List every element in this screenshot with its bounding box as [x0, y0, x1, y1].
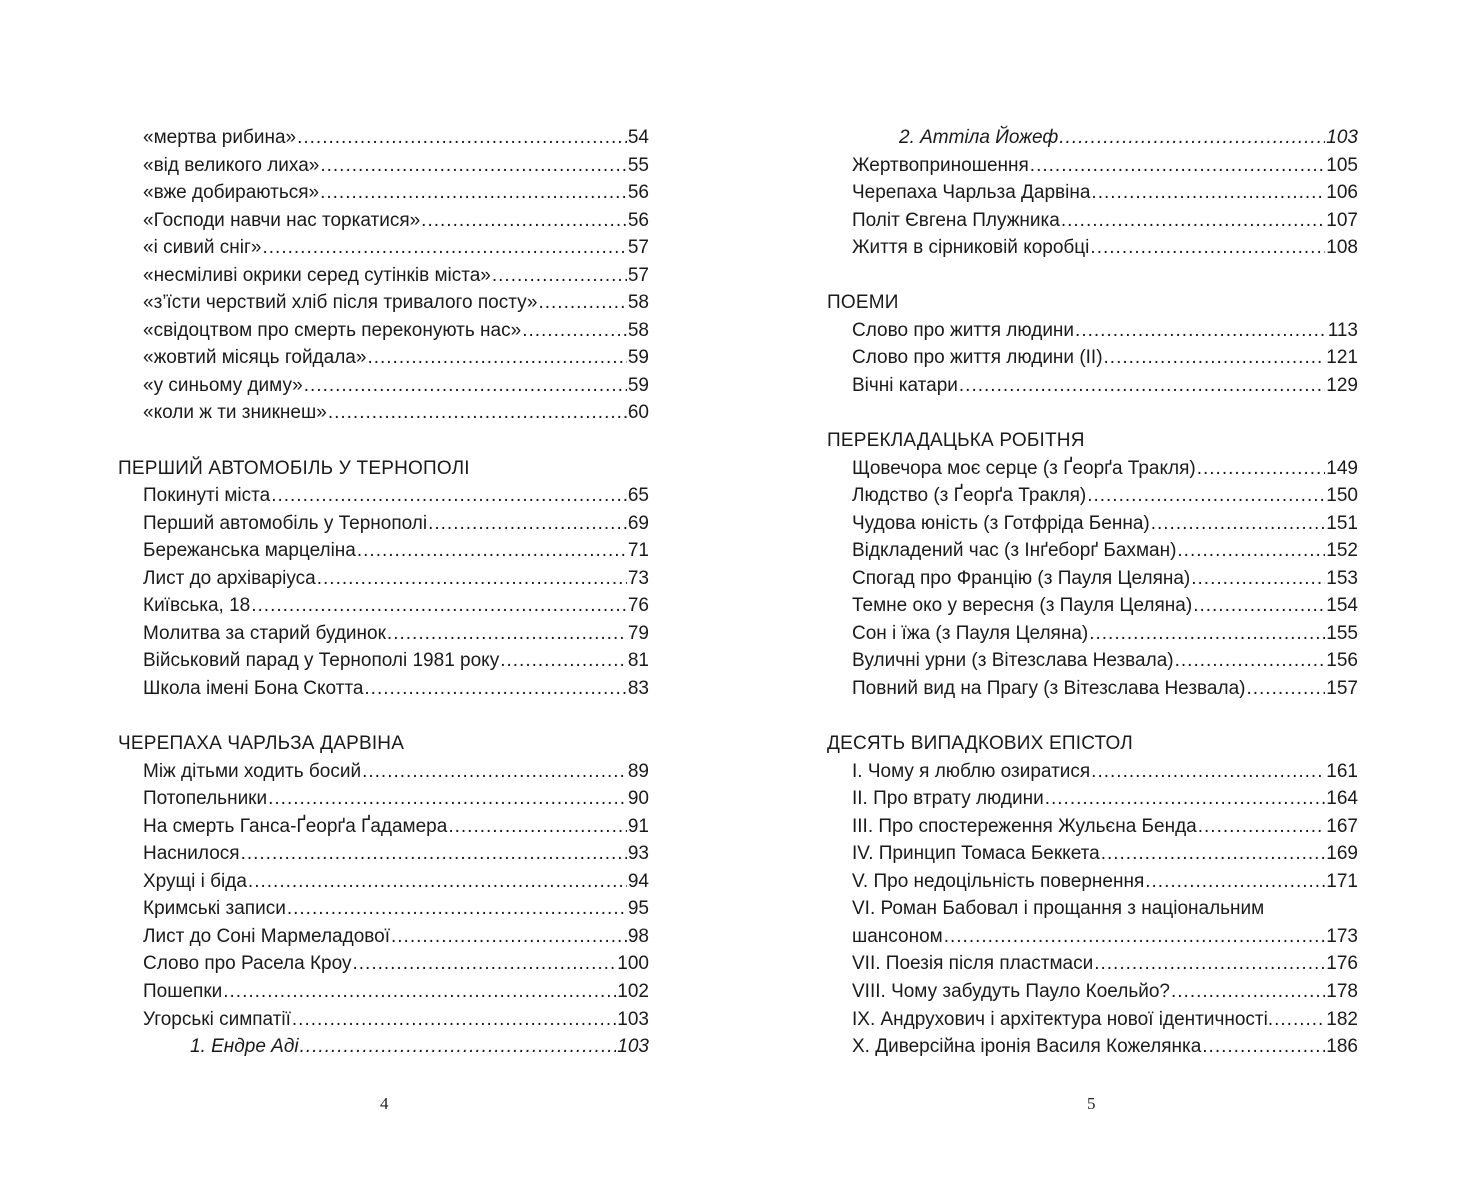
- dot-leader: [1193, 592, 1325, 620]
- toc-entry[interactable]: [827, 207, 1358, 235]
- toc-entry-title: «вже добираються»: [143, 182, 320, 204]
- dot-leader: [959, 372, 1325, 400]
- toc-entry-page: 65: [627, 485, 649, 507]
- toc-entry[interactable]: [827, 124, 1358, 152]
- toc-entry[interactable]: [118, 813, 649, 841]
- toc-entry-title: Потопельники: [143, 788, 268, 810]
- dot-leader: [1175, 647, 1326, 675]
- right-page-toc: [827, 124, 1358, 1061]
- toc-entry-title: шансоном: [852, 925, 943, 947]
- toc-entry[interactable]: [827, 592, 1358, 620]
- dot-leader: [1274, 1006, 1325, 1034]
- toc-entry-title: Наснилося: [143, 843, 240, 865]
- toc-entry-title: Людство (з Ґеорґа Тракля): [852, 485, 1087, 507]
- toc-entry-title: Слово про життя людини: [852, 319, 1075, 341]
- dot-leader: [522, 317, 627, 345]
- dot-leader: [268, 785, 627, 813]
- dot-leader: [1197, 455, 1326, 483]
- section-heading: ПЕРШИЙ АВТОМОБІЛЬ У ТЕРНОПОЛІ: [118, 457, 470, 479]
- dot-leader: [297, 124, 627, 152]
- dot-leader: [364, 675, 626, 703]
- toc-entry-page: 95: [627, 898, 649, 920]
- dot-leader: [362, 758, 627, 786]
- toc-entry[interactable]: [827, 482, 1358, 510]
- toc-entry-page: 57: [627, 264, 649, 286]
- toc-entry[interactable]: [827, 813, 1358, 841]
- toc-entry-title: Лист до Соні Мармеладової: [143, 925, 390, 947]
- toc-entry-title: Угорські симпатії: [143, 1008, 291, 1030]
- page-number-right: 5: [1087, 1094, 1096, 1113]
- toc-entry[interactable]: [827, 455, 1358, 483]
- toc-entry-page: 103: [617, 1036, 649, 1058]
- toc-entry-title: Хрущі і біда: [143, 870, 247, 892]
- toc-entry-title: «свідоцтвом про смерть переконують нас»: [143, 319, 522, 341]
- toc-entry-page: 150: [1326, 485, 1358, 507]
- toc-entry[interactable]: [118, 152, 649, 180]
- toc-entry-title: «у синьому диму»: [143, 374, 303, 396]
- dot-leader: [492, 262, 627, 290]
- toc-entry-title: Сон і їжа (з Пауля Целяна): [852, 622, 1089, 644]
- toc-entry-page: 171: [1326, 870, 1358, 892]
- toc-entry-page: 164: [1326, 788, 1358, 810]
- dot-leader: [387, 620, 627, 648]
- toc-entry-page: 167: [1326, 815, 1358, 837]
- page-number-left: 4: [380, 1094, 389, 1113]
- toc-entry-title: X. Диверсійна іронія Василя Кожелянка: [852, 1036, 1202, 1058]
- section-spacer: [118, 702, 649, 730]
- toc-entry-page: 94: [627, 870, 649, 892]
- toc-entry[interactable]: [118, 510, 649, 538]
- dot-leader: [251, 592, 627, 620]
- dot-leader: [391, 923, 627, 951]
- dot-leader: [292, 1006, 616, 1034]
- dot-leader: [1101, 840, 1326, 868]
- toc-entry-title: 2. Аттіла Йожеф: [899, 127, 1059, 148]
- toc-entry-title: Чудова юність (з Готфріда Бенна): [852, 512, 1150, 534]
- toc-entry-title: «Господи навчи нас торкатися»: [143, 209, 421, 231]
- toc-entry-page: 83: [627, 677, 649, 699]
- toc-entry-page: 71: [627, 540, 649, 562]
- toc-entry-page: 54: [627, 127, 649, 148]
- dot-leader: [1198, 813, 1326, 841]
- toc-entry[interactable]: [118, 895, 649, 923]
- toc-entry[interactable]: [827, 179, 1358, 207]
- toc-entry-title: Перший автомобіль у Тернополі: [143, 512, 428, 534]
- dot-leader: [1091, 758, 1325, 786]
- toc-entry[interactable]: [118, 923, 649, 951]
- left-page-toc: [118, 124, 649, 1061]
- toc-entry[interactable]: [827, 1033, 1358, 1061]
- dot-leader: [1061, 207, 1325, 235]
- dot-leader: [1030, 152, 1326, 180]
- toc-entry-title: Черепаха Чарльза Дарвіна: [852, 182, 1091, 204]
- dot-leader: [300, 1033, 617, 1061]
- toc-entry-page: 151: [1326, 512, 1358, 534]
- dot-leader: [1151, 510, 1326, 538]
- dot-leader: [304, 372, 627, 400]
- toc-entry-title-continued: VI. Роман Бабовал і прощання з національним: [852, 898, 1265, 920]
- toc-entry-page: 182: [1326, 1008, 1358, 1030]
- dot-leader: [357, 537, 627, 565]
- dot-leader: [1191, 565, 1325, 593]
- toc-entry[interactable]: [827, 978, 1358, 1006]
- toc-entry-page: 113: [1327, 319, 1358, 341]
- toc-entry-title: Слово про життя людини (ІІ): [852, 347, 1103, 369]
- toc-entry-page: 173: [1326, 925, 1358, 947]
- toc-entry-page: 176: [1326, 953, 1358, 975]
- dot-leader: [320, 179, 627, 207]
- dot-leader: [421, 207, 627, 235]
- dot-leader: [287, 895, 627, 923]
- toc-entry-page: 98: [627, 925, 649, 947]
- toc-entry[interactable]: [118, 675, 649, 703]
- toc-entry-page: 55: [627, 154, 649, 176]
- toc-entry-page: 156: [1326, 650, 1358, 672]
- dot-leader: [944, 923, 1326, 951]
- dot-leader: [328, 399, 627, 427]
- dot-leader: [500, 647, 627, 675]
- toc-entry[interactable]: [827, 647, 1358, 675]
- dot-leader: [1087, 482, 1325, 510]
- toc-entry[interactable]: [118, 840, 649, 868]
- dot-leader: [538, 289, 626, 317]
- toc-entry[interactable]: [118, 620, 649, 648]
- toc-entry[interactable]: [827, 950, 1358, 978]
- toc-entry[interactable]: [118, 124, 649, 152]
- toc-entry-page: 154: [1326, 595, 1358, 617]
- toc-entry-title: «несміливі окрики серед сутінків міста»: [143, 264, 491, 286]
- toc-entry-title: «коли ж ти зникнеш»: [143, 402, 327, 424]
- toc-entry[interactable]: [118, 207, 649, 235]
- toc-entry-title: Пошепки: [143, 980, 223, 1002]
- section-spacer: [118, 427, 649, 455]
- toc-entry-page: 100: [617, 953, 649, 975]
- toc-entry-title: Щовечора моє серце (з Ґеорґа Тракля): [852, 457, 1196, 479]
- dot-leader: [428, 510, 627, 538]
- dot-leader: [1145, 868, 1325, 896]
- toc-entry[interactable]: [118, 758, 649, 786]
- toc-entry-title: Слово про Расела Кроу: [143, 953, 352, 975]
- toc-entry-title: Між дітьми ходить босий: [143, 760, 362, 782]
- toc-entry-page: 56: [627, 182, 649, 204]
- dot-leader: [1059, 124, 1325, 152]
- toc-entry[interactable]: [118, 868, 649, 896]
- toc-entry-page: 108: [1326, 237, 1358, 259]
- toc-entry-title: Військовий парад у Тернополі 1981 року: [143, 650, 500, 672]
- dot-leader: [352, 950, 616, 978]
- section-heading: ПЕРЕКЛАДАЦЬКА РОБІТНЯ: [827, 430, 1085, 452]
- section-heading: ДЕСЯТЬ ВИПАДКОВИХ ЕПІСТОЛ: [827, 733, 1133, 755]
- toc-entry-title: Кримські записи: [143, 898, 286, 920]
- toc-entry-title: «від великого лиха»: [143, 154, 320, 176]
- toc-entry-page: 106: [1326, 182, 1358, 204]
- toc-entry-title: Повний вид на Прагу (з Вітезслава Незвала): [852, 677, 1246, 699]
- toc-entry[interactable]: [118, 179, 649, 207]
- toc-entry-title: IX. Андрухович і архітектура нової ідентичності.: [852, 1008, 1274, 1030]
- toc-entry[interactable]: [118, 647, 649, 675]
- dot-leader: [317, 565, 627, 593]
- section-heading: ЧЕРЕПАХА ЧАРЛЬЗА ДАРВІНА: [118, 733, 405, 755]
- toc-entry[interactable]: [118, 1006, 649, 1034]
- toc-entry-page: 157: [1326, 677, 1358, 699]
- toc-entry[interactable]: [827, 785, 1358, 813]
- toc-entry-title: Лист до архіваріуса: [143, 567, 316, 589]
- toc-entry-page: 91: [627, 815, 649, 837]
- toc-entry-page: 69: [627, 512, 649, 534]
- toc-entry[interactable]: [118, 234, 649, 262]
- toc-entry[interactable]: [118, 785, 649, 813]
- toc-entry-page: 58: [627, 319, 649, 341]
- toc-entry-page: 155: [1326, 622, 1358, 644]
- toc-entry-page: 153: [1326, 567, 1358, 589]
- dot-leader: [1090, 234, 1325, 262]
- dot-leader: [367, 344, 626, 372]
- toc-entry-title: «з’їсти черствий хліб після тривалого посту»: [143, 292, 538, 314]
- toc-entry-page: 107: [1326, 209, 1358, 231]
- toc-entry-page: 93: [627, 843, 649, 865]
- section-heading: ПОЕМИ: [827, 292, 899, 314]
- toc-entry-title: Покинуті міста: [143, 485, 271, 507]
- toc-entry-title: «мертва рибина»: [143, 127, 297, 148]
- toc-entry-page: 79: [627, 622, 649, 644]
- dot-leader: [320, 152, 627, 180]
- dot-leader: [448, 813, 627, 841]
- toc-entry-title: Бережанська марцеліна: [143, 540, 356, 562]
- toc-entry-title: Темне око у вересня (з Пауля Целяна): [852, 595, 1193, 617]
- toc-entry-page: 161: [1326, 760, 1358, 782]
- toc-entry-page: 152: [1326, 540, 1358, 562]
- toc-entry[interactable]: [118, 344, 649, 372]
- section-spacer: [827, 262, 1358, 290]
- toc-entry-title: IV. Принцип Томаса Беккета: [852, 843, 1100, 865]
- toc-entry[interactable]: [827, 868, 1358, 896]
- toc-entry-page: 121: [1326, 347, 1358, 369]
- toc-entry-title: Відкладений час (з Інґеборґ Бахман): [852, 540, 1177, 562]
- toc-entry-title: 1. Ендре Аді: [190, 1036, 299, 1058]
- toc-entry-page: 57: [627, 237, 649, 259]
- toc-entry[interactable]: [827, 372, 1358, 400]
- toc-entry-page: 89: [627, 760, 649, 782]
- toc-entry[interactable]: [827, 317, 1358, 345]
- toc-entry[interactable]: [118, 482, 649, 510]
- toc-entry-page: 169: [1326, 843, 1358, 865]
- toc-entry-title: ІІІ. Про спостереження Жульєна Бенда: [852, 815, 1197, 837]
- toc-entry[interactable]: [827, 510, 1358, 538]
- dot-leader: [1089, 620, 1325, 648]
- toc-entry-title: Життя в сірниковій коробці: [852, 237, 1090, 259]
- toc-entry[interactable]: [827, 537, 1358, 565]
- toc-entry-page: 81: [627, 650, 649, 672]
- dot-leader: [1177, 537, 1325, 565]
- toc-entry-title: «і сивий сніг»: [143, 237, 262, 259]
- toc-entry-page: 149: [1326, 457, 1358, 479]
- toc-entry[interactable]: [118, 399, 649, 427]
- toc-entry-page: 186: [1326, 1036, 1358, 1058]
- toc-entry[interactable]: [827, 675, 1358, 703]
- dot-leader: [1246, 675, 1325, 703]
- dot-leader: [263, 234, 627, 262]
- toc-entry-page: 90: [627, 788, 649, 810]
- toc-entry-title: Політ Євгена Плужника: [852, 209, 1060, 231]
- toc-entry[interactable]: [118, 950, 649, 978]
- toc-entry-title: VII. Поезія після пластмаси: [852, 953, 1094, 975]
- toc-entry-title: Молитва за старий будинок: [143, 622, 386, 644]
- toc-entry-page: 103: [1326, 127, 1358, 148]
- toc-entry-page: 102: [617, 980, 649, 1002]
- dot-leader: [1171, 978, 1325, 1006]
- toc-entry-title: VIII. Чому забудуть Пауло Коельйо?: [852, 980, 1170, 1002]
- dot-leader: [1045, 785, 1326, 813]
- toc-entry[interactable]: [118, 978, 649, 1006]
- toc-entry[interactable]: [827, 152, 1358, 180]
- toc-entry-page: 178: [1326, 980, 1358, 1002]
- toc-entry[interactable]: [827, 923, 1358, 951]
- toc-entry[interactable]: [118, 262, 649, 290]
- section-spacer: [827, 702, 1358, 730]
- toc-entry-title: V. Про недоцільність повернення: [852, 870, 1145, 892]
- toc-entry[interactable]: [118, 372, 649, 400]
- toc-entry[interactable]: [827, 1006, 1358, 1034]
- toc-entry-page: 58: [627, 292, 649, 314]
- toc-entry[interactable]: [827, 758, 1358, 786]
- dot-leader: [1075, 317, 1327, 345]
- toc-entry-page: 129: [1326, 374, 1358, 396]
- toc-entry-title: Жертвоприношення: [852, 154, 1029, 176]
- dot-leader: [1104, 344, 1326, 372]
- toc-entry[interactable]: [827, 565, 1358, 593]
- toc-entry-page: 105: [1326, 154, 1358, 176]
- dot-leader: [248, 868, 627, 896]
- toc-entry-title: «жовтий місяць гойдала»: [143, 347, 367, 369]
- toc-entry-title: І. Чому я люблю озиратися: [852, 760, 1091, 782]
- toc-entry-title: Київська, 18: [143, 595, 251, 617]
- dot-leader: [223, 978, 616, 1006]
- dot-leader: [271, 482, 627, 510]
- toc-entry[interactable]: [118, 537, 649, 565]
- toc-entry-page: 56: [627, 209, 649, 231]
- toc-entry[interactable]: [118, 1033, 649, 1061]
- toc-entry-title: Вуличні урни (з Вітезслава Незвала): [852, 650, 1174, 672]
- toc-entry[interactable]: [118, 317, 649, 345]
- toc-entry[interactable]: [827, 234, 1358, 262]
- toc-entry-page: 73: [627, 567, 649, 589]
- dot-leader: [1091, 179, 1325, 207]
- section-spacer: [827, 399, 1358, 427]
- toc-entry-page: 59: [627, 347, 649, 369]
- toc-entry-title: ІІ. Про втрату людини: [852, 788, 1044, 810]
- toc-entry[interactable]: [118, 289, 649, 317]
- toc-entry-page: 60: [627, 402, 649, 424]
- dot-leader: [1202, 1033, 1325, 1061]
- dot-leader: [1094, 950, 1325, 978]
- toc-entry-page: 103: [617, 1008, 649, 1030]
- toc-entry-page: 59: [627, 374, 649, 396]
- toc-entry[interactable]: [118, 592, 649, 620]
- toc-entry-page: 76: [627, 595, 649, 617]
- toc-entry-title: Спогад про Францію (з Пауля Целяна): [852, 567, 1191, 589]
- toc-entry-title: Школа імені Бона Скотта: [143, 677, 364, 699]
- toc-entry[interactable]: [827, 840, 1358, 868]
- dot-leader: [241, 840, 627, 868]
- toc-entry[interactable]: [827, 620, 1358, 648]
- toc-entry[interactable]: [118, 565, 649, 593]
- toc-entry[interactable]: [827, 344, 1358, 372]
- toc-entry-title: Вічні катари: [852, 374, 958, 396]
- toc-entry-title: На смерть Ганса-Ґеорґа Ґадамера: [143, 815, 448, 837]
